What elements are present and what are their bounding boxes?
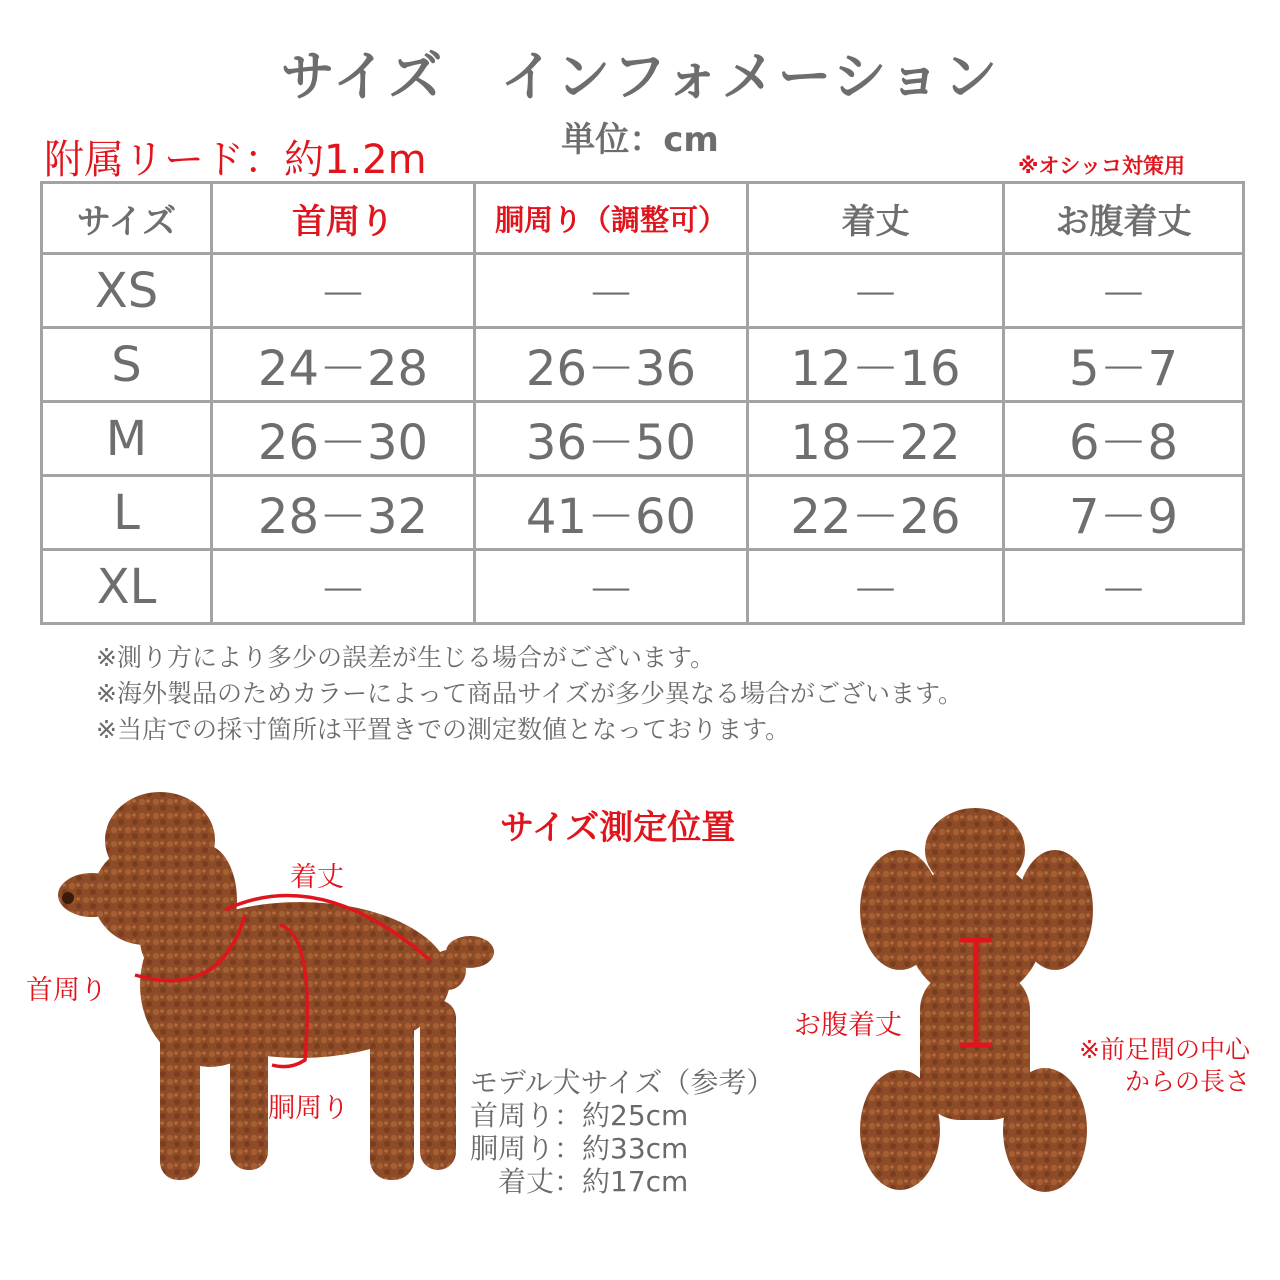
table-cell: 7－9 <box>1004 476 1244 550</box>
table-cell: S <box>42 328 212 402</box>
table-cell: L <box>42 476 212 550</box>
table-cell: 41－60 <box>475 476 748 550</box>
label-neck: 首周り <box>26 975 107 1006</box>
table-cell: － <box>212 254 475 328</box>
table-row <box>42 402 1244 476</box>
model-neck: 首周り：約25cm <box>470 1099 689 1132</box>
front-note-line1: ※前足間の中心 <box>1079 1035 1250 1064</box>
model-chest: 胴周り：約33cm <box>470 1132 689 1165</box>
table-row <box>42 550 1244 624</box>
table-cell: 18－22 <box>748 402 1004 476</box>
table-cell: － <box>1004 550 1244 624</box>
table-cell: XL <box>42 550 212 624</box>
front-note <box>1046 1034 1250 1098</box>
table-cell: 6－8 <box>1004 402 1244 476</box>
table-cell: － <box>748 550 1004 624</box>
side-dog-icon <box>40 770 510 1210</box>
table-cell: 24－28 <box>212 328 475 402</box>
model-dog-info <box>470 1066 774 1198</box>
table-cell: M <box>42 402 212 476</box>
table-header-row <box>42 183 1244 254</box>
lead-note: 附属リード：約1.2m <box>44 137 427 183</box>
table-cell: 26－30 <box>212 402 475 476</box>
table-cell: － <box>475 550 748 624</box>
label-length: 着丈 <box>290 862 344 893</box>
size-table <box>40 181 1245 625</box>
unit-label: 単位：cm <box>561 120 719 160</box>
notes <box>96 640 963 748</box>
model-title: モデル犬サイズ（参考） <box>470 1066 775 1099</box>
header-length: 着丈 <box>748 183 1004 254</box>
model-length: 着丈：約17cm <box>498 1165 689 1198</box>
table-cell: － <box>1004 254 1244 328</box>
measure-title: サイズ測定位置 <box>500 808 736 848</box>
table-cell: 22－26 <box>748 476 1004 550</box>
header-size: サイズ <box>42 183 212 254</box>
header-belly-length: お腹着丈 <box>1004 183 1244 254</box>
table-cell: XS <box>42 254 212 328</box>
table-cell: 28－32 <box>212 476 475 550</box>
note-line: ※海外製品のためカラーによって商品サイズが多少異なる場合がございます。 <box>96 679 963 708</box>
table-cell: 12－16 <box>748 328 1004 402</box>
label-belly-length: お腹着丈 <box>794 1010 902 1041</box>
note-line: ※測り方により多少の誤差が生じる場合がございます。 <box>96 643 715 672</box>
page-title: サイズ インフォメーション <box>280 45 1000 108</box>
label-chest: 胴周り <box>268 1093 349 1124</box>
note-line: ※当店での採寸箇所は平置きでの測定数値となっております。 <box>96 715 790 744</box>
header-chest: 胴周り（調整可） <box>475 183 748 254</box>
table-row <box>42 328 1244 402</box>
table-cell: － <box>212 550 475 624</box>
front-note-line2: からの長さ <box>1124 1067 1250 1096</box>
table-cell: 26－36 <box>475 328 748 402</box>
table-cell: － <box>748 254 1004 328</box>
table-row <box>42 476 1244 550</box>
table-row <box>42 254 1244 328</box>
table-cell: － <box>475 254 748 328</box>
pee-note: ※オシッコ対策用 <box>1018 154 1185 178</box>
table-cell: 36－50 <box>475 402 748 476</box>
header-neck: 首周り <box>212 183 475 254</box>
table-cell: 5－7 <box>1004 328 1244 402</box>
